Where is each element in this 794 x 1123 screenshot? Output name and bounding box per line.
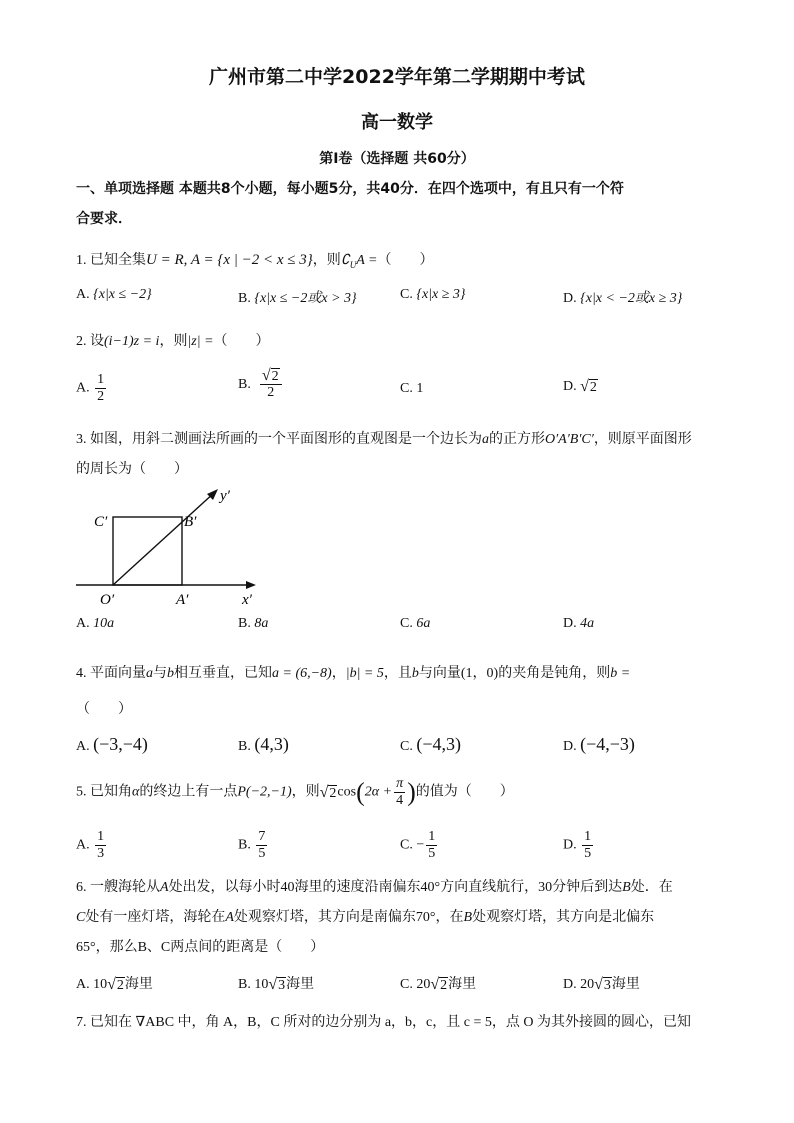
option-label: A. xyxy=(76,977,90,992)
math-expr: a = (6,−8) xyxy=(272,666,332,681)
radical: √ 2 xyxy=(261,367,279,384)
fraction xyxy=(256,829,267,862)
radicand: 2 xyxy=(116,977,124,993)
radical: √ 3 xyxy=(268,975,286,993)
q2-option-d xyxy=(563,379,598,395)
option-text: (4,3) xyxy=(254,734,289,754)
denominator: 2 xyxy=(97,389,105,404)
denominator: 5 xyxy=(584,846,592,861)
vector-a: a xyxy=(146,666,153,681)
option-text: 1 xyxy=(416,381,424,396)
radical: √ 2 xyxy=(580,378,597,395)
question-7 xyxy=(76,1011,691,1031)
coefficient: 20 xyxy=(416,977,431,992)
question-text: ，则 xyxy=(312,253,341,268)
question-text: 设 xyxy=(90,334,104,349)
question-text: 处观察灯塔，其方向是北偏东 xyxy=(472,910,655,925)
question-text: 相互垂直，已知 xyxy=(174,666,272,681)
numerator: 1 xyxy=(428,829,436,844)
point-c-label: C′ xyxy=(94,514,108,530)
option-text: {x|x ≥ 3} xyxy=(416,287,466,302)
radical: √ 2 xyxy=(430,975,448,993)
point-a-label: A′ xyxy=(176,592,189,608)
q3-option-b xyxy=(238,616,268,632)
option-label: D. xyxy=(563,837,577,853)
fraction xyxy=(95,372,106,405)
point-o-label: O′ xyxy=(100,592,115,608)
denominator: 3 xyxy=(97,846,105,861)
numerator: 1 xyxy=(97,372,105,387)
option-label: A. xyxy=(76,739,90,754)
exam-title: 广州市第二中学2022学年第二学期期中考试 xyxy=(209,66,585,88)
question-text: 处出发，以每小时40海里的速度沿南偏东40°方向直线航行，30分钟后到达 xyxy=(168,880,623,895)
math-var: B xyxy=(463,910,473,925)
q6-option-c xyxy=(400,973,476,993)
q2-option-a xyxy=(76,372,108,405)
option-text: {x|x < −2或x ≥ 3} xyxy=(580,291,683,306)
q6-option-d xyxy=(563,973,640,993)
question-number: 1. xyxy=(76,253,90,268)
question-3-line2: 的周长为（ ） xyxy=(76,462,188,477)
coefficient: 10 xyxy=(254,977,269,992)
option-label: B. xyxy=(238,837,251,853)
option-label: C. xyxy=(400,287,413,302)
option-text: 8a xyxy=(254,616,269,631)
numerator: 1 xyxy=(97,829,105,844)
q1-option-a xyxy=(76,287,152,303)
option-label: A. xyxy=(76,380,90,396)
vector-b: b xyxy=(411,666,419,681)
section-heading-line1: 一、单项选择题 本题共8个小题，每小题5分，共40分．在四个选项中，有且只有一个符 xyxy=(76,181,624,197)
option-label: D. xyxy=(563,977,577,992)
question-text: 已知全集 xyxy=(90,253,146,268)
q5-option-b xyxy=(238,829,269,862)
answer-paren: （ ） xyxy=(213,334,270,349)
question-number: 3. xyxy=(76,432,90,447)
coefficient: 10 xyxy=(93,977,108,992)
question-6-line3: 65°，那么B、C两点间的距离是（ ） xyxy=(76,940,325,955)
radicand: 2 xyxy=(589,380,597,395)
option-label: C. xyxy=(400,739,413,754)
math-expr: (i−1)z = i xyxy=(104,334,160,349)
fraction xyxy=(426,829,437,862)
unit: 海里 xyxy=(448,977,477,992)
q5-option-d xyxy=(563,829,595,862)
x-axis-arrow xyxy=(246,581,256,589)
question-text: 的终边上有一点 xyxy=(139,784,238,800)
radicand: 2 xyxy=(440,977,448,993)
radicand: 3 xyxy=(603,977,611,993)
math-expr: |b| = 5 xyxy=(345,666,384,681)
option-label: C. xyxy=(400,977,413,992)
question-text: 与 xyxy=(153,666,167,681)
question-3-line1 xyxy=(76,428,692,448)
q1-option-c xyxy=(400,287,466,303)
option-label: B. xyxy=(238,616,251,631)
question-text: 处有一座灯塔，海轮在 xyxy=(85,910,226,925)
option-text: {x|x ≤ −2或x > 3} xyxy=(254,291,357,306)
numerator xyxy=(260,368,282,385)
denominator: 2 xyxy=(267,385,275,401)
question-text: ，则原平面图形 xyxy=(593,432,692,447)
question-text: 已知在 ∇ABC 中，角 A，B，C 所对的边分别为 a，b，c，且 c = 5，点 O 为其外接圆的圆心，已知 xyxy=(90,1015,691,1030)
radicand: 2 xyxy=(271,369,279,384)
fraction xyxy=(394,776,405,809)
option-text: (−3,−4) xyxy=(93,734,148,754)
denominator: 5 xyxy=(428,846,436,861)
question-6-line1 xyxy=(76,876,673,896)
q1-option-b xyxy=(238,287,357,307)
option-text: (−4,3) xyxy=(416,734,461,754)
math-expr: |z| = xyxy=(187,334,214,349)
vector-b: b xyxy=(167,666,174,681)
q3-option-d xyxy=(563,616,594,632)
option-label: D. xyxy=(563,379,577,395)
option-label: C. xyxy=(400,837,413,853)
q4-option-c xyxy=(400,734,461,755)
question-text: ， xyxy=(331,666,346,681)
option-label: A. xyxy=(76,287,90,302)
question-text: ，且 xyxy=(383,666,412,681)
q4-option-a xyxy=(76,734,148,755)
denominator: 4 xyxy=(396,793,404,808)
answer-paren: （ ） xyxy=(377,253,434,268)
option-label: B. xyxy=(238,977,251,992)
right-paren: ) xyxy=(407,777,416,807)
option-label: C. xyxy=(400,616,413,631)
math-var: A xyxy=(225,910,234,925)
option-text: 4a xyxy=(580,616,595,631)
option-label: B. xyxy=(238,376,251,392)
radicand: 3 xyxy=(278,977,286,993)
answer-paren: （ ） xyxy=(76,702,132,717)
q6-option-a xyxy=(76,973,153,993)
unit: 海里 xyxy=(286,977,315,992)
math-var: a xyxy=(482,432,489,447)
question-1 xyxy=(76,249,433,270)
y-label: y′ xyxy=(220,488,230,504)
option-label: B. xyxy=(238,291,251,306)
subscript: U xyxy=(349,259,357,270)
math-expr: b = xyxy=(610,666,631,681)
option-label: A. xyxy=(76,616,90,631)
numerator: π xyxy=(396,776,404,791)
radical: √ 2 xyxy=(107,975,124,993)
volume-title: 第Ⅰ卷（选择题 共60分） xyxy=(319,151,475,167)
fraction xyxy=(582,829,593,862)
math-expr: O′A′B′C′ xyxy=(545,432,594,447)
q5-option-a xyxy=(76,829,108,862)
question-2 xyxy=(76,330,270,350)
q2-option-c xyxy=(400,381,423,397)
x-label: x′ xyxy=(242,592,252,608)
option-text: 6a xyxy=(416,616,431,631)
radical: √ 2 xyxy=(319,783,337,801)
question-text: 与向量(1，0)的夹角是钝角，则 xyxy=(418,666,611,681)
unit: 海里 xyxy=(124,977,153,992)
question-text: ，则 xyxy=(159,334,188,349)
left-paren: ( xyxy=(356,777,365,807)
question-text: 处．在 xyxy=(630,880,673,895)
math-func: cos xyxy=(337,784,357,800)
q3-figure xyxy=(70,484,270,609)
minus-sign: − xyxy=(416,837,425,853)
q1-option-d xyxy=(563,287,682,307)
coefficient: 20 xyxy=(580,977,595,992)
q4-option-d xyxy=(563,734,635,755)
option-label: B. xyxy=(238,739,251,754)
math-var: A xyxy=(160,880,169,895)
math-var: B xyxy=(622,880,631,895)
question-4 xyxy=(76,662,630,682)
question-text: 如图，用斜二测画法所画的一个平面图形的直观图是一个边长为 xyxy=(90,432,482,447)
question-number: 5. xyxy=(76,784,90,800)
option-text: (−4,−3) xyxy=(580,734,635,754)
math-expr: P(−2,−1) xyxy=(237,784,292,800)
numerator: 7 xyxy=(258,829,266,844)
option-label: D. xyxy=(563,739,577,754)
option-label: D. xyxy=(563,291,577,306)
q4-option-b xyxy=(238,734,289,755)
question-text: ，则 xyxy=(291,784,320,800)
option-label: A. xyxy=(76,837,90,853)
math-expr: 2α + xyxy=(364,784,393,800)
question-6-line2 xyxy=(76,906,654,926)
option-label: D. xyxy=(563,616,577,631)
subject-title: 高一数学 xyxy=(361,112,433,133)
radical: √ 3 xyxy=(594,975,611,993)
point-b-label: B′ xyxy=(184,514,197,530)
q3-option-c xyxy=(400,616,430,632)
question-5 xyxy=(76,776,514,809)
question-number: 4. xyxy=(76,666,90,681)
section-heading-line2: 合要求． xyxy=(76,211,132,227)
option-text: 10a xyxy=(93,616,115,631)
option-text: {x|x ≤ −2} xyxy=(93,287,152,302)
question-number: 7. xyxy=(76,1015,90,1030)
numerator: 1 xyxy=(584,829,592,844)
q5-option-c xyxy=(400,829,439,862)
math-var: C xyxy=(76,910,86,925)
fraction xyxy=(95,829,106,862)
complement-symbol: ∁ xyxy=(340,253,350,268)
q6-option-b xyxy=(238,973,314,993)
y-axis xyxy=(113,492,215,585)
question-text: 处观察灯塔，其方向是南偏东70°，在 xyxy=(233,910,464,925)
unit: 海里 xyxy=(611,977,640,992)
question-text: 平面向量 xyxy=(90,666,146,681)
question-text: 的值为（ ） xyxy=(415,784,514,800)
q2-option-b xyxy=(238,368,284,401)
question-number: 6. xyxy=(76,880,90,895)
denominator: 5 xyxy=(258,846,266,861)
question-text: 的正方形 xyxy=(489,432,545,447)
q3-option-a xyxy=(76,616,114,632)
math-expr: U = R, A = {x | −2 < x ≤ 3} xyxy=(146,252,313,268)
question-number: 2. xyxy=(76,334,90,349)
option-label: C. xyxy=(400,381,413,396)
question-text: 一艘海轮从 xyxy=(90,880,160,895)
question-text: 已知角 xyxy=(90,784,132,800)
fraction xyxy=(260,368,282,401)
math-var: α xyxy=(132,784,140,800)
math-expr: A = xyxy=(356,253,378,268)
